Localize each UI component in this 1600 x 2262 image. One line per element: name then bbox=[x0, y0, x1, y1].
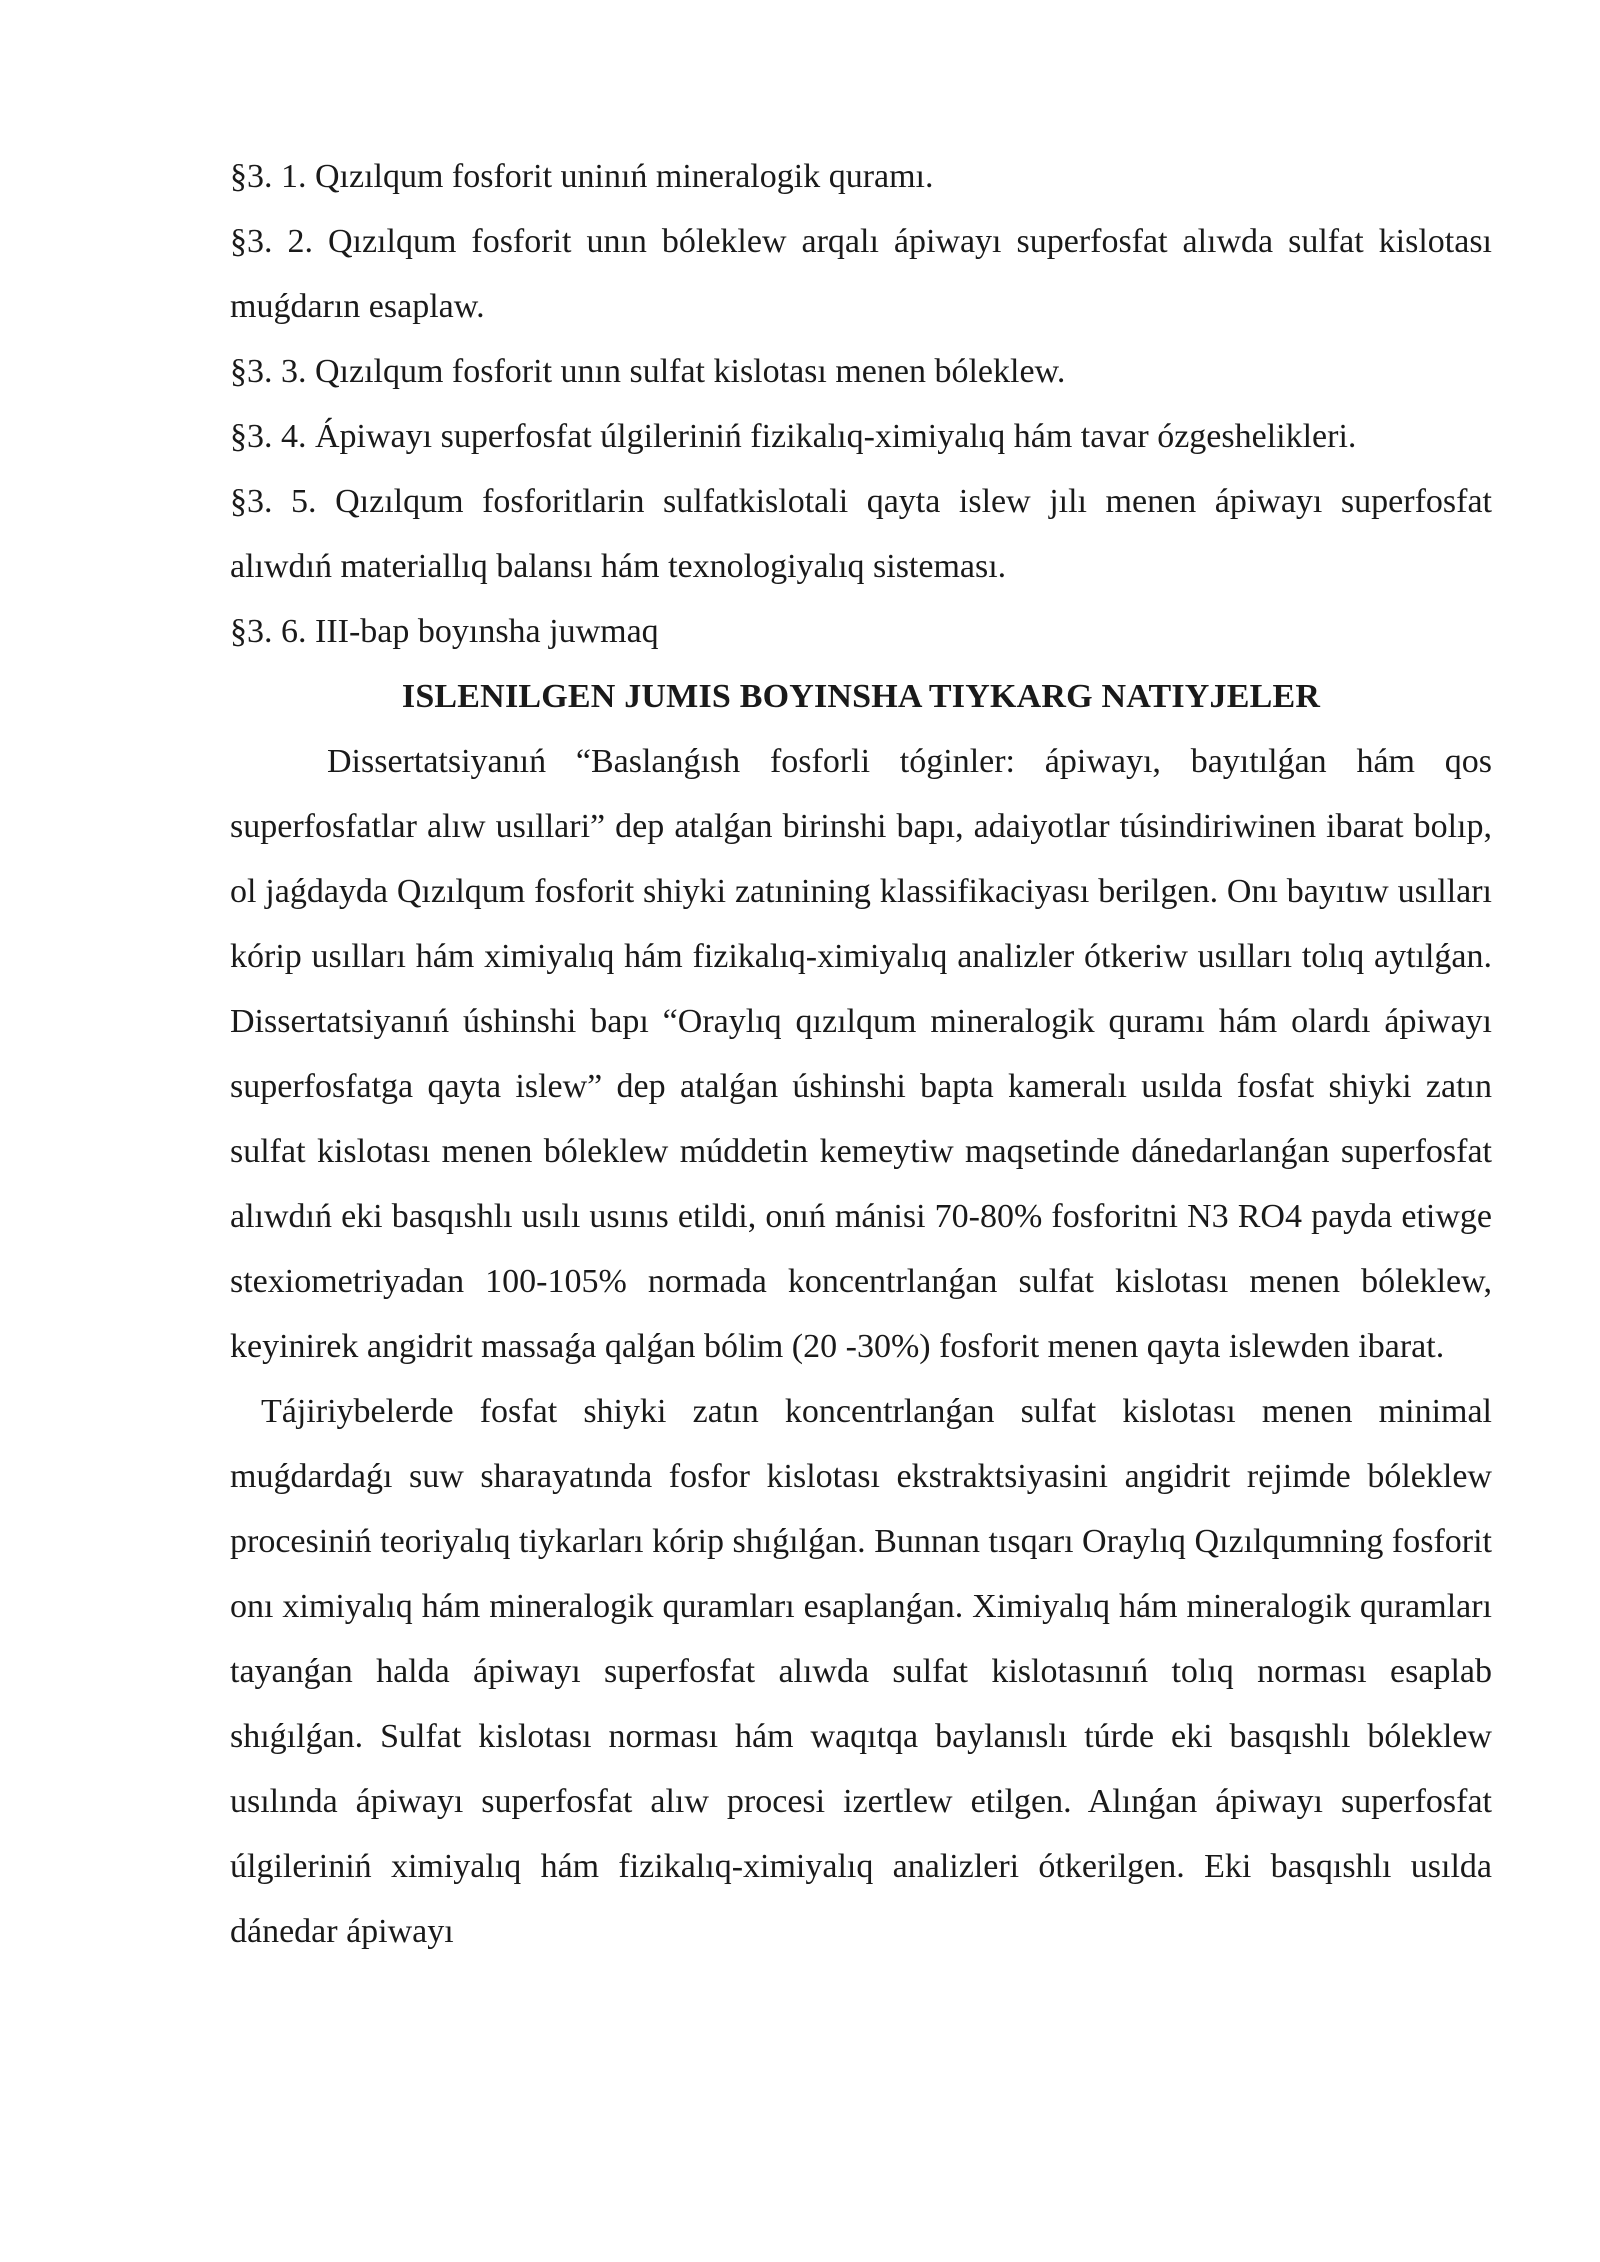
toc-item-3-6: §3. 6. III-bap boyınsha juwmaq bbox=[230, 613, 659, 650]
toc-item-3-3: §3. 3. Qızılqum fosforit unın sulfat kislotası menen bóleklew. bbox=[230, 353, 1066, 390]
toc-item-3-5: §3. 5. Qızılqum fosforitlarin sulfatkislotali qayta islew jılı menen ápiwayı superfosfat alıwdıń materiallıq balansı hám texnologiyalıq sisteması. bbox=[230, 483, 1492, 585]
toc-item-3-4: §3. 4. Ápiwayı superfosfat úlgileriniń fizikalıq-ximiyalıq hám tavar ózgeshelikleri. bbox=[230, 418, 1357, 455]
body-paragraph-1: Dissertatsiyanıń “Baslanǵısh fosforli tóginler: ápiwayı, bayıtılǵan hám qos superfosfatlar alıw usıllari” dep atalǵan birinshi bapı, adaiyotlar túsindiriwinen ibarat bolıp, ol jaǵdayda Qızılqum fosforit shiyki zatınining klassifikaciyası berilgen. Onı bayıtıw usılları kórip usılları hám ximiyalıq hám fizikalıq-ximiyalıq analizler ótkeriw usılları tolıq aytılǵan. Dissertatsiyanıń úshinshi bapı “Oraylıq qızılqum mineralogik quramı hám olardı ápiwayı superfosfatga qayta islew” dep atalǵan úshinshi bapta kameralı usılda fosfat shiyki zatın sulfat kislotası menen bóleklew múddetin kemeytiw maqsetinde dánedarlanǵan superfosfat alıwdıń eki basqıshlı usılı usınıs etildi, onıń mánisi 70-80% fosforitni N3 RO4 payda etiwge stexiometriyadan 100-105% normada koncentrlanǵan sulfat kislotası menen bóleklew, keyinirek angidrit massaǵa qalǵan bólim (20 -30%) fosforit menen qayta islewden ibarat. bbox=[230, 743, 1492, 1365]
body-paragraph-2: Tájiriybelerde fosfat shiyki zatın koncentrlanǵan sulfat kislotası menen minimal muǵdardaǵı suw sharayatında fosfor kislotası ekstraktsiyasini angidrit rejimde bóleklew procesiniń teoriyalıq tiykarları kórip shıǵılǵan. Bunnan tısqarı Oraylıq Qızılqumning fosforit onı ximiyalıq hám mineralogik quramları esaplanǵan. Ximiyalıq hám mineralogik quramları tayanǵan halda ápiwayı superfosfat alıwda sulfat kislotasınıń tolıq norması esaplab shıǵılǵan. Sulfat kislotası norması hám waqıtqa baylanıslı túrde eki basqıshlı bóleklew usılında ápiwayı superfosfat alıw procesi izertlew etilgen. Alınǵan ápiwayı superfosfat úlgileriniń ximiyalıq hám fizikalıq-ximiyalıq analizleri ótkerilgen. Eki basqıshlı usılda dánedar ápiwayı bbox=[230, 1393, 1492, 1950]
toc-item-3-1: §3. 1. Qızılqum fosforit uninıń mineralogik quramı. bbox=[230, 158, 934, 195]
section-heading: ISLENILGEN JUMIS BOYINSHA TIYKARG NATIYJELER bbox=[401, 678, 1321, 715]
toc-item-3-2: §3. 2. Qızılqum fosforit unın bóleklew arqalı ápiwayı superfosfat alıwda sulfat kislotası muǵdarın esaplaw. bbox=[230, 223, 1492, 325]
document-page bbox=[230, 144, 1492, 1964]
